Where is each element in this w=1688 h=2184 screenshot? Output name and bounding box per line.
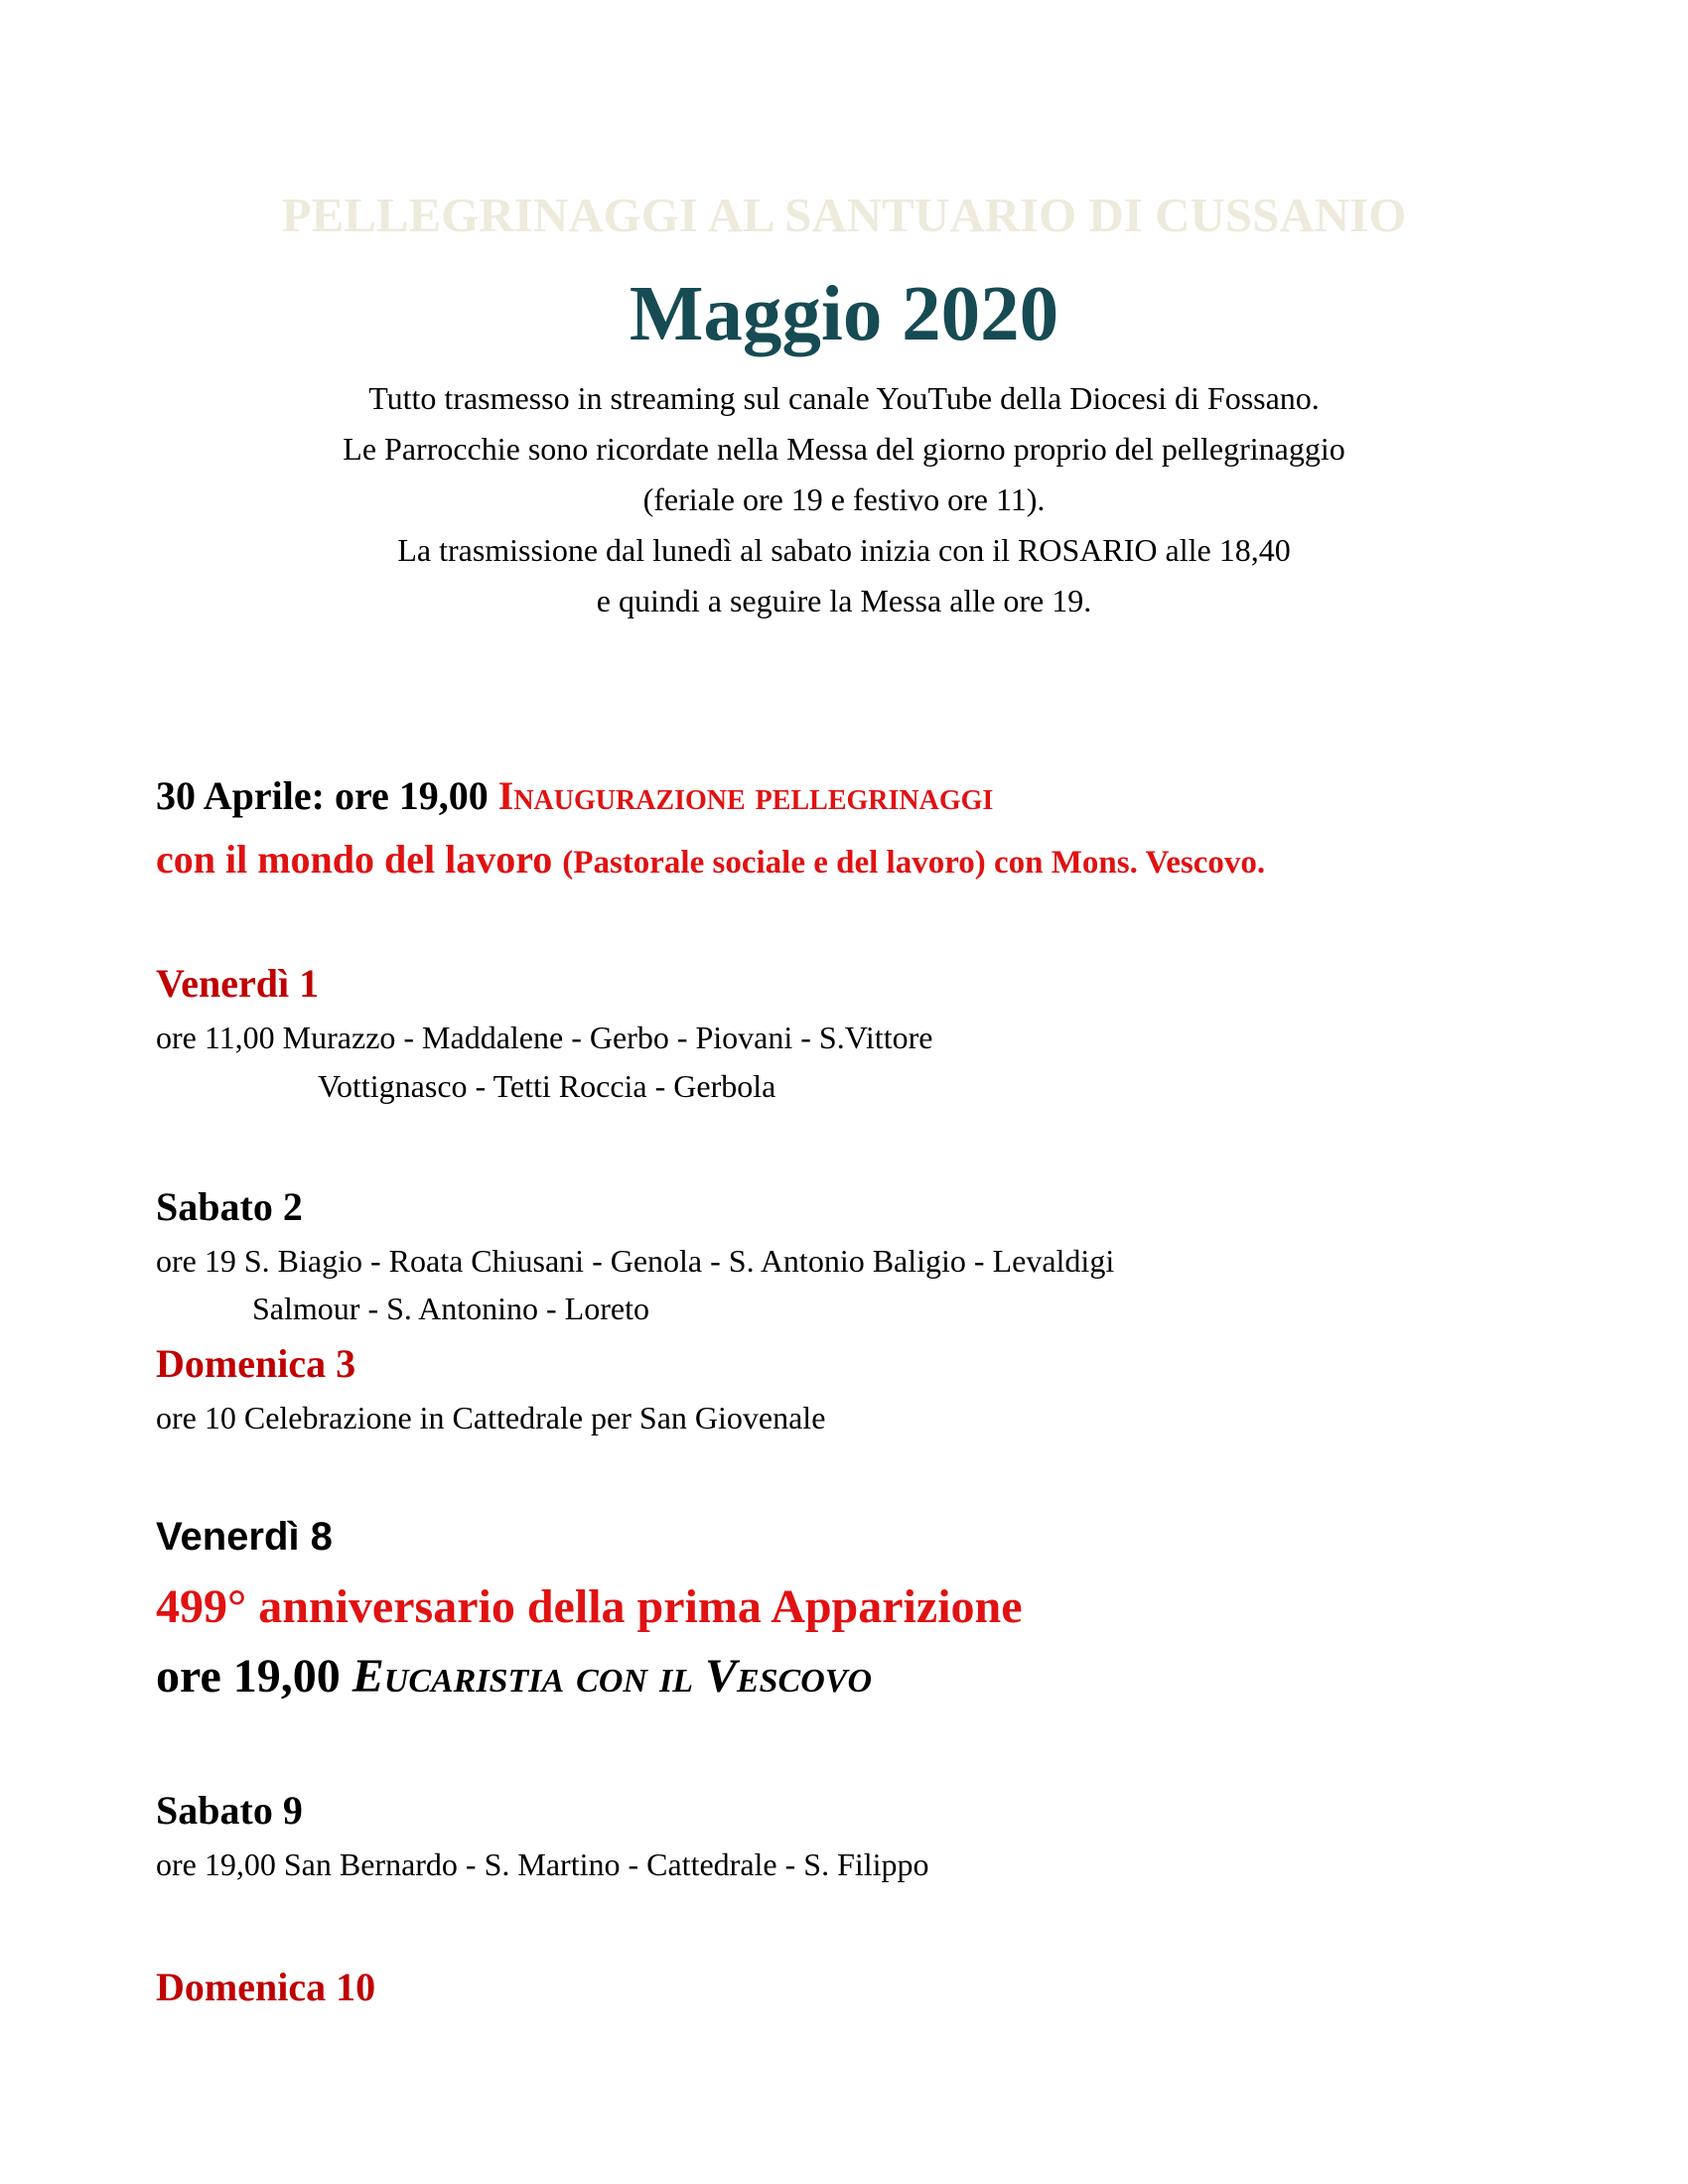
april30-date-time: 30 Aprile: ore 19,00 (156, 773, 498, 818)
friday1-line1: ore 11,00 Murazzo - Maddalene - Gerbo - Piovani - S.Vittore (156, 1020, 933, 1055)
intro-line: Tutto trasmesso in streaming sul canale YouTube della Diocesi di Fossano. (368, 380, 1320, 416)
saturday2-line1: ore 19 S. Biagio - Roata Chiusani - Genola - S. Antonio Baligio - Levaldigi (156, 1243, 1115, 1279)
april30-line1 (156, 772, 993, 819)
intro-line: Le Parrocchie sono ricordate nella Messa del giorno proprio del pellegrinaggio (343, 431, 1345, 467)
intro-line: La trasmissione dal lunedì al sabato inizia con il ROSARIO alle 18,40 (397, 532, 1291, 568)
friday8-eucharist-line (156, 1649, 872, 1704)
friday8-heading: Venerdì 8 (156, 1515, 333, 1559)
friday1-line2: Vottignasco - Tetti Roccia - Gerbola (318, 1068, 776, 1104)
sunday3-heading: Domenica 3 (156, 1341, 356, 1386)
intro-line: e quindi a seguire la Messa alle ore 19. (596, 583, 1092, 618)
page-supertitle: PELLEGRINAGGI AL SANTUARIO DI CUSSANIO (281, 188, 1407, 242)
intro-paragraph (0, 373, 1688, 626)
april30-event: Inaugurazione pellegrinaggi (497, 773, 994, 818)
april30-line2-detail: (Pastorale sociale e del lavoro) con Mons. Vescovo. (562, 845, 1266, 881)
friday8-event: Eucaristia con il Vescovo (352, 1650, 873, 1703)
sunday10-heading: Domenica 10 (156, 1965, 376, 2009)
friday8-anniversary: 499° anniversario della prima Apparizione (156, 1580, 1023, 1633)
april30-line2-main: con il mondo del lavoro (156, 837, 563, 882)
friday1-heading: Venerdì 1 (156, 961, 320, 1006)
saturday2-heading: Sabato 2 (156, 1184, 303, 1229)
april30-line2 (156, 836, 1265, 883)
saturday2-line2: Salmour - S. Antonino - Loreto (252, 1291, 649, 1326)
sunday3-line1: ore 10 Celebrazione in Cattedrale per San Giovenale (156, 1400, 826, 1435)
saturday9-heading: Sabato 9 (156, 1788, 303, 1833)
page-title: Maggio 2020 (629, 271, 1059, 357)
intro-line: (feriale ore 19 e festivo ore 11). (642, 481, 1046, 517)
saturday9-line1: ore 19,00 San Bernardo - S. Martino - Cattedrale - S. Filippo (156, 1846, 929, 1882)
friday8-time: ore 19,00 (156, 1650, 352, 1703)
